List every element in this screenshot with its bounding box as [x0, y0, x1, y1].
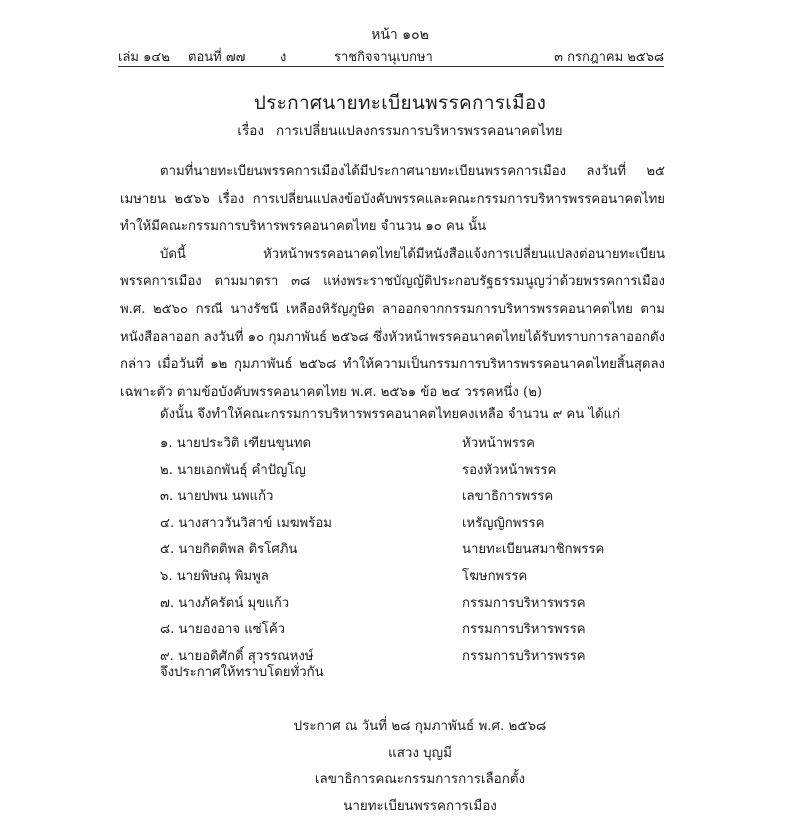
gazette-header — [118, 46, 664, 64]
member-list — [160, 432, 660, 671]
list-item — [160, 592, 660, 619]
list-item — [160, 512, 660, 539]
member-list-intro: ดังนั้น จึงทำให้คณะกรรมการบริหารพรรคอนาคตไทยคงเหลือ จำนวน ๙ คน ได้แก่ — [160, 407, 621, 422]
member-position: เหรัญญิกพรรค — [462, 515, 545, 531]
signatory-name: แสวง บุญมี — [388, 746, 452, 761]
member-name: ๕. นายกิตติพล ติรโศภิน — [160, 542, 298, 558]
announcement-title: ประกาศนายทะเบียนพรรคการเมือง — [253, 92, 547, 114]
member-name: ๗. นางภัครัตน์ มุขแก้ว — [160, 595, 290, 611]
gazette-name: ราชกิจจานุเบกษา — [334, 50, 433, 65]
subject-text: การเปลี่ยนแปลงกรรมการบริหารพรรคอนาคตไทย — [275, 123, 563, 139]
member-position: เลขาธิการพรรค — [462, 489, 554, 505]
list-item — [160, 618, 660, 645]
member-position: กรรมการบริหารพรรค — [462, 648, 586, 664]
list-item — [160, 565, 660, 592]
member-position: หัวหน้าพรรค — [462, 436, 535, 451]
list-item — [160, 485, 660, 512]
signature-date: ประกาศ ณ วันที่ ๒๘ กุมภาพันธ์ พ.ศ. ๒๕๖๘ — [293, 719, 547, 734]
publication-date: ๓ กรกฎาคม ๒๕๖๘ — [554, 50, 664, 65]
page-number: หน้า ๑๐๒ — [371, 27, 429, 43]
issue-number: ตอนที่ ๗๗ — [188, 50, 246, 65]
member-name: ๔. นางสาววันวิสาข์ เมฆพร้อม — [160, 515, 332, 531]
member-position: นายทะเบียนสมาชิกพรรค — [462, 542, 605, 558]
paragraph-resignation: บัดนี้ หัวหน้าพรรคอนาคตไทยได้มีหนังสือแจ้งการเปลี่ยนแปลงต่อนายทะเบียนพรรคการเมือง ตามมาตรา ๓๘ แห่งพระราชบัญญัติประกอบรัฐธรรมนูญว่าด้วยพรรคการเมือง พ.ศ. ๒๕๖๐ กรณี นางรัชนี เหลืองหิรัญภูษิต ลาออกจากกรรมการบริหารพรรคอนาคตไทย ตามหนังสือลาออก ลงวันที่ ๑๐ กุมภาพันธ์ ๒๕๖๘ ซึ่งหัวหน้าพรรคอนาคตไทยได้รับทราบการลาออกดังกล่าว เมื่อวันที่ ๑๒ กุมภาพันธ์ ๒๕๖๘ ทำให้ความเป็นกรรมการบริหารพรรคอนาคตไทยสิ้นสุดลงเฉพาะตัว ตามข้อบังคับพรรคอนาคตไทย พ.ศ. ๒๕๖๑ ข้อ ๒๔ วรรคหนึ่ง (๒) — [120, 246, 665, 400]
closing-statement: จึงประกาศให้ทราบโดยทั่วกัน — [160, 665, 324, 680]
member-position: รองหัวหน้าพรรค — [462, 462, 557, 478]
member-name: ๒. นายเอกพันธุ์ คำปัญโญ — [160, 462, 306, 478]
member-position: กรรมการบริหารพรรค — [462, 595, 586, 611]
announcement-body — [120, 158, 665, 406]
list-item — [160, 432, 660, 459]
subject-label: เรื่อง — [237, 123, 264, 139]
member-name: ๓. นายปพน นพแก้ว — [160, 489, 274, 505]
volume-number: เล่ม ๑๔๒ — [118, 50, 170, 65]
list-item — [160, 538, 660, 565]
signatory-role: นายทะเบียนพรรคการเมือง — [343, 799, 497, 814]
member-name: ๘. นายองอาจ แซ่โค้ว — [160, 622, 286, 638]
header-divider — [118, 66, 664, 67]
member-name: ๙. นายอดิศักดิ์ สุวรรณหงษ์ — [160, 648, 314, 664]
signatory-position: เลขาธิการคณะกรรมการการเลือกตั้ง — [314, 772, 526, 787]
member-name: ๑. นายประวิติ เฑียนขุนทด — [160, 436, 312, 451]
list-item — [160, 459, 660, 486]
member-position: กรรมการบริหารพรรค — [462, 622, 586, 638]
member-position: โฆษกพรรค — [462, 568, 528, 584]
section-letter: ง — [280, 50, 287, 65]
paragraph-background: ตามที่นายทะเบียนพรรคการเมืองได้มีประกาศนายทะเบียนพรรคการเมือง ลงวันที่ ๒๕ เมษายน ๒๕๖๖ เรื่อง การเปลี่ยนแปลงข้อบังคับพรรคและคณะกรรมการบริหารพรรคอนาคตไทย ทำให้มีคณะกรรมการบริหารพรรคอนาคตไทย จำนวน ๑๐ คน นั้น — [120, 164, 665, 235]
announcement-subject — [0, 119, 800, 141]
member-name: ๖. นายพิษณุ พิมพูล — [160, 568, 269, 584]
